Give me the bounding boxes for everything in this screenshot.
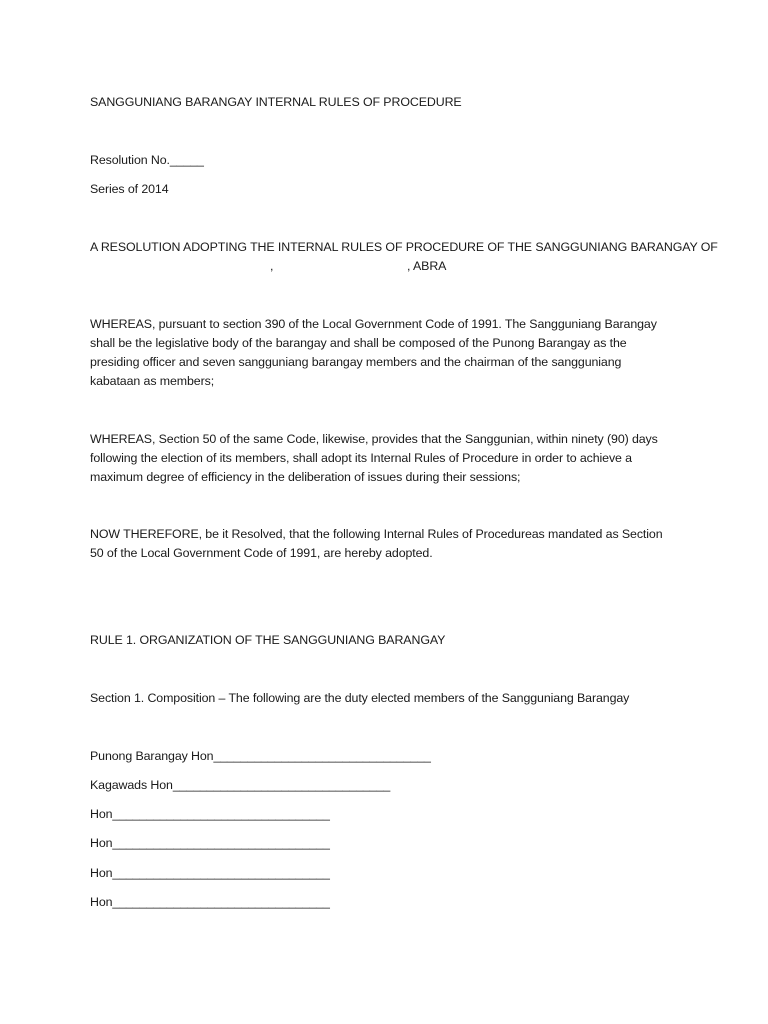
resolution-heading-comma: , [270,259,274,273]
paragraph-line: WHEREAS, Section 50 of the same Code, likewise, provides that the Sanggunian, within ninety (90) days [90,432,658,446]
rule-1-heading: RULE 1. ORGANIZATION OF THE SANGGUNIANG BARANGAY [90,633,446,647]
document-title: SANGGUNIANG BARANGAY INTERNAL RULES OF PROCEDURE [90,95,462,109]
whereas-paragraph-1 [90,315,680,391]
member-hon: Hon________________________________ [90,895,330,909]
paragraph-line: NOW THEREFORE, be it Resolved, that the following Internal Rules of Procedureas mandated as Section [90,527,663,541]
member-hon: Hon________________________________ [90,866,330,880]
resolution-heading-line-1: A RESOLUTION ADOPTING THE INTERNAL RULES OF PROCEDURE OF THE SANGGUNIANG BARANGAY OF [90,240,718,254]
section-1-composition: Section 1. Composition – The following are the duty elected members of the Sangguniang Barangay [90,691,630,705]
paragraph-line: following the election of its members, shall adopt its Internal Rules of Procedure in order to achieve a [90,451,632,465]
paragraph-line: 50 of the Local Government Code of 1991, are hereby adopted. [90,546,433,560]
paragraph-line: maximum degree of efficiency in the deliberation of issues during their sessions; [90,470,521,484]
series-year: Series of 2014 [90,182,169,196]
paragraph-line: presiding officer and seven sangguniang barangay members and the chairman of the sangguniang [90,355,622,369]
paragraph-line: kabataan as members; [90,374,215,388]
whereas-paragraph-2 [90,430,680,487]
member-hon: Hon________________________________ [90,807,330,821]
member-hon: Hon________________________________ [90,836,330,850]
paragraph-line: WHEREAS, pursuant to section 390 of the Local Government Code of 1991. The Sangguniang Barangay [90,317,657,331]
member-kagawad: Kagawads Hon________________________________ [90,778,391,792]
paragraph-line: shall be the legislative body of the barangay and shall be composed of the Punong Barangay as the [90,336,627,350]
now-therefore-paragraph [90,525,680,563]
member-punong-barangay: Punong Barangay Hon________________________________ [90,749,431,763]
resolution-heading-abra: , ABRA [407,259,447,273]
resolution-number: Resolution No._____ [90,153,204,167]
